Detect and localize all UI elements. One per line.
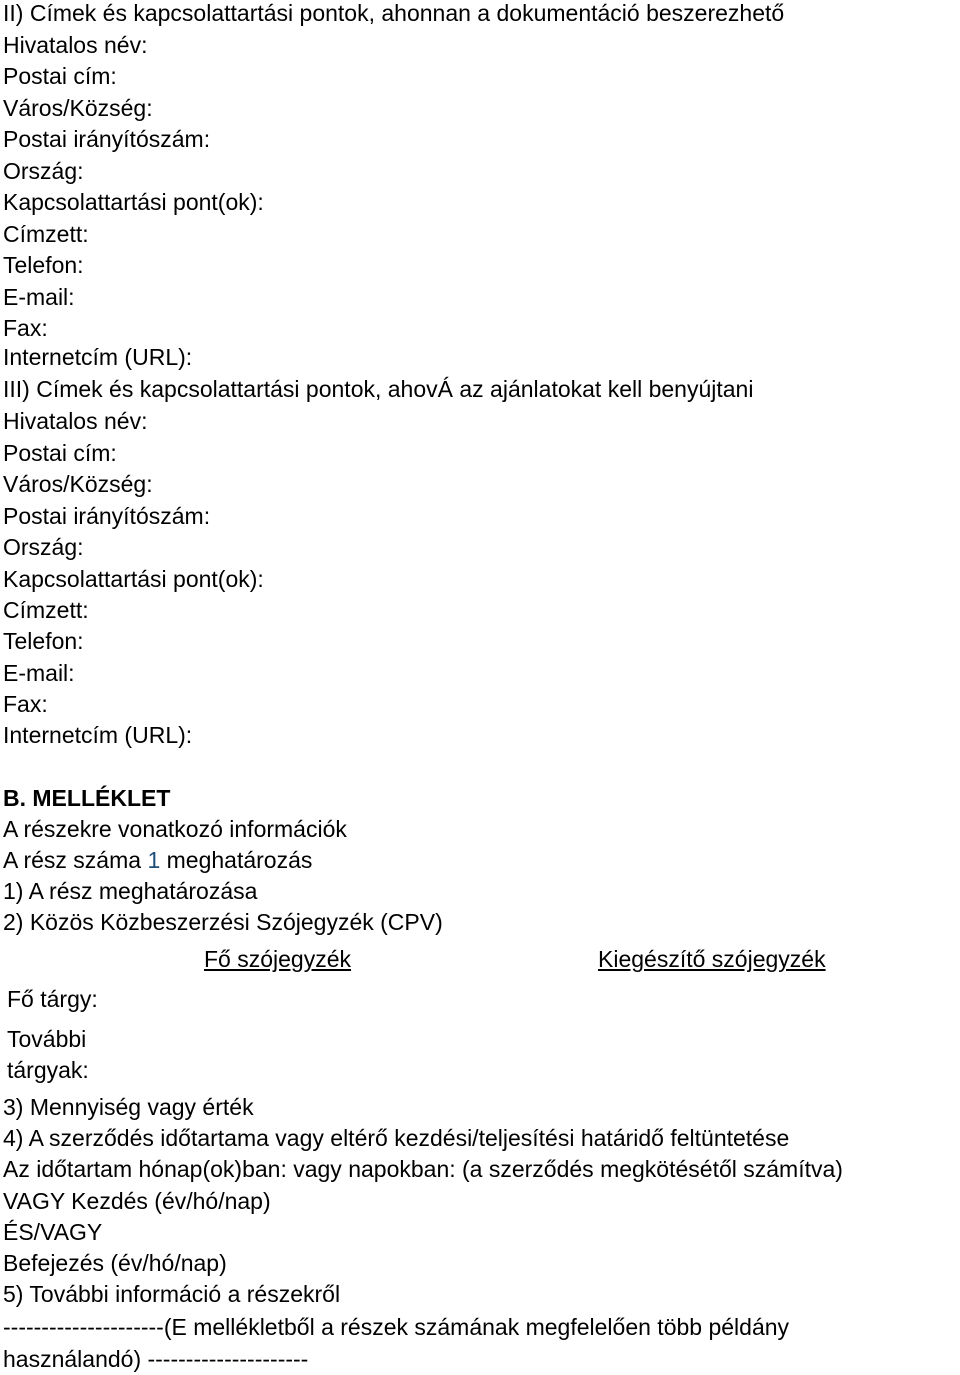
- part-number-prefix: A rész száma: [3, 847, 142, 873]
- field-label: Ország:: [3, 158, 84, 184]
- field-label: Hivatalos név:: [3, 32, 148, 58]
- field-label: Fax:: [3, 691, 48, 717]
- field-label: E-mail:: [3, 660, 75, 686]
- item-2: 2) Közös Közbeszerzési Szójegyzék (CPV): [3, 909, 443, 935]
- annex-title: B. MELLÉKLET: [3, 785, 171, 811]
- field-label: Telefon:: [3, 628, 84, 654]
- field-label: Város/Község:: [3, 95, 153, 121]
- item-3: 3) Mennyiség vagy érték: [3, 1094, 254, 1120]
- field-label: Postai cím:: [3, 440, 117, 466]
- field-label: Telefon:: [3, 252, 84, 278]
- field-label: Postai cím:: [3, 63, 117, 89]
- cpv-row-additional-2: tárgyak:: [7, 1057, 89, 1083]
- field-label: Kapcsolattartási pont(ok):: [3, 566, 264, 592]
- field-label: Fax:: [3, 315, 48, 341]
- cpv-row-additional-1: További: [7, 1026, 87, 1052]
- item-5: 5) További információ a részekről: [3, 1281, 341, 1307]
- part-number-suffix: meghatározás: [166, 847, 313, 873]
- field-label: Postai irányítószám:: [3, 503, 211, 529]
- field-label: Város/Község:: [3, 471, 153, 497]
- cpv-row-main: Fő tárgy:: [7, 986, 98, 1012]
- footer-note-line-2: használandó) ---------------------: [3, 1346, 309, 1372]
- footer-note-line-1: ---------------------(E mellékletből a részek számának megfelelően több példány: [3, 1314, 790, 1340]
- item-1: 1) A rész meghatározása: [3, 878, 258, 904]
- field-label: Hivatalos név:: [3, 408, 148, 434]
- field-label: Címzett:: [3, 597, 89, 623]
- cpv-header-supplementary: Kiegészítő szójegyzék: [598, 946, 826, 972]
- section-3-heading: III) Címek és kapcsolattartási pontok, ahovÁ az ajánlatokat kell benyújtani: [3, 376, 754, 402]
- field-label: Címzett:: [3, 221, 89, 247]
- item-4: 4) A szerződés időtartama vagy eltérő kezdési/teljesítési határidő feltüntetése: [3, 1125, 790, 1151]
- start-line: VAGY Kezdés (év/hó/nap): [3, 1188, 271, 1214]
- and-or-line: ÉS/VAGY: [3, 1219, 103, 1245]
- part-number-line: [3, 846, 312, 874]
- annex-subtitle: A részekre vonatkozó információk: [3, 816, 347, 842]
- end-line: Befejezés (év/hó/nap): [3, 1250, 227, 1276]
- cpv-header-main: Fő szójegyzék: [204, 946, 352, 972]
- field-label: Internetcím (URL):: [3, 344, 193, 370]
- duration-line: Az időtartam hónap(ok)ban: vagy napokban: (a szerződés megkötésétől számítva): [3, 1156, 843, 1182]
- field-label: Postai irányítószám:: [3, 126, 211, 152]
- section-2-heading: II) Címek és kapcsolattartási pontok, ahonnan a dokumentáció beszerezhető: [3, 0, 785, 26]
- field-label: Internetcím (URL):: [3, 722, 193, 748]
- field-label: Kapcsolattartási pont(ok):: [3, 189, 264, 215]
- part-number-value: 1: [147, 847, 161, 873]
- field-label: Ország:: [3, 534, 84, 560]
- field-label: E-mail:: [3, 284, 75, 310]
